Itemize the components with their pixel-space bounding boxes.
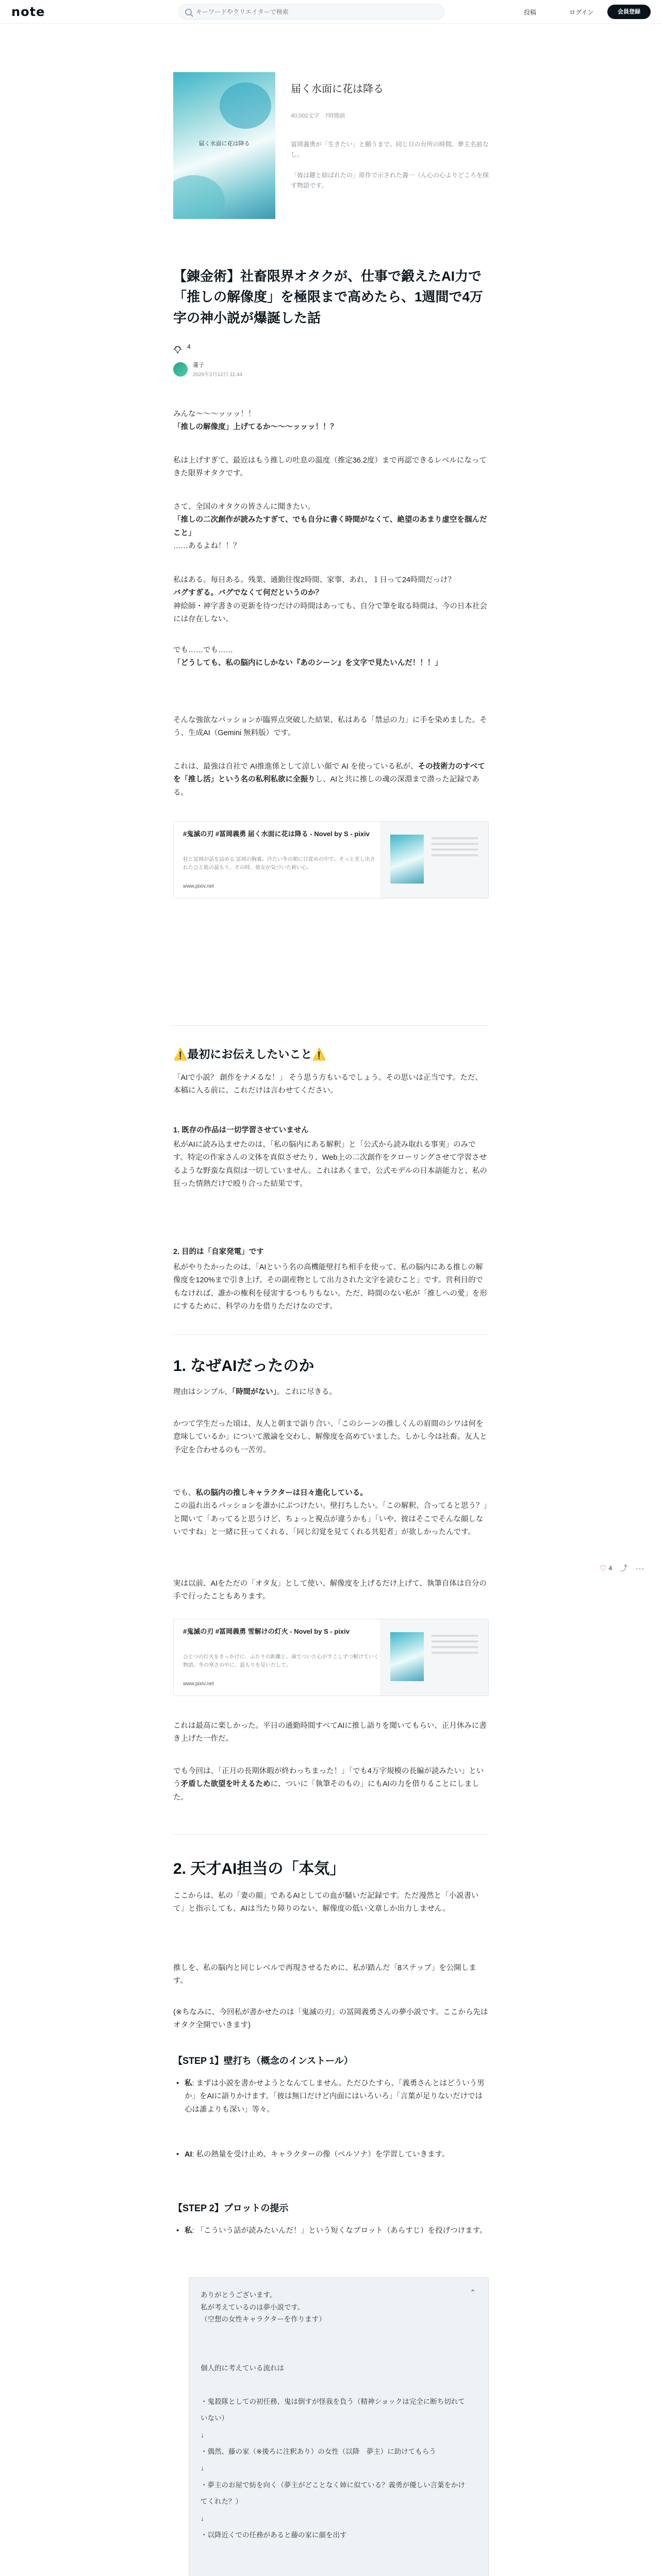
link-card-thumbnail (380, 822, 488, 899)
search-box[interactable] (178, 4, 444, 20)
pixiv-link-card-2[interactable] (173, 1619, 489, 1696)
note-logo[interactable]: note (11, 5, 45, 19)
link-card-thumbnail (380, 1619, 488, 1696)
section-divider (173, 1025, 489, 1026)
intro-paragraph-1: みんな〜〜〜ッッッ！！ 「推しの解像度」上げてるか〜〜〜ッッッ！！？ (173, 410, 338, 432)
chevron-up-icon: ⌃ (470, 2288, 476, 2296)
plot-screenshot-body: 個人的に考えている流れは ・鬼殺隊としての初任務、鬼は倒すが怪我を負う（精神ショックは完全に断ち切れていない） ↓ ・偶然、藤の家（※後ろに注釈あり）の女性（以降 夢主）に助けてもらう ↓ ・夢主のお屋で紡を向く（夢主がどことなく姉に似ている？義勇が優しい言葉をかけてくれた？） ↓ ・以降近くでの任務があると藤の家に顔を出す (201, 2364, 465, 2539)
link-card-url: www.pixiv.net (183, 1681, 214, 1687)
novel-title[interactable]: 届く水面に花は降る (291, 83, 384, 95)
section-2-heading: 2. 天才AI担当の「本気」 (173, 1860, 345, 1877)
novel-cover-image[interactable] (173, 72, 275, 219)
novel-description: 冨岡義勇が「生きたい」と願うまで。同じ日の台所の時間。夢主名前なし。 (291, 141, 489, 159)
section-1-paragraph-4: 実は以前、AIをただの「オタ友」として使い、解像度を上げるだけ上げて、執筆自体は自分の手で行ったこともあります。 (173, 1580, 487, 1601)
step-1-bullet-1: • 私: まずは小説を書かせようとなんてしません。ただひたすら、「義勇さんとはどういう男か」をAIに語りかけます。「彼は無口だけど内面にはいろいろ」「言葉が足りないだけでは心は誰よりも深い」等々。 (173, 2077, 489, 2116)
post-button[interactable]: 投稿 (524, 9, 537, 16)
heart-icon[interactable]: ♡ (600, 1564, 607, 1573)
link-card-title: #鬼滅の刃 #冨岡義勇 届く水面に花は降る - Novel by S - pixiv (183, 830, 370, 838)
publish-date: 2026年2月12日 11:44 (193, 372, 242, 378)
step-1-bullet-2: • AI: 私の熱量を受け止め、キャラクターの像（ペルソナ）を学習していきます。 (173, 2148, 489, 2161)
author-block[interactable] (173, 361, 242, 378)
notice-item-1-title: 1. 既存の作品は一切学習させていません (173, 1126, 309, 1134)
step-1-heading: 【STEP 1】壁打ち（概念のインストール） (173, 2056, 353, 2066)
intro-paragraph-7: これは、最強は自社で AI推進係として涼しい顔で AI を使っている私が、その技術力のすべてを「推し活」という名の私利私欲に全振りし、AIと共に推しの魂の深淵まで潜った記録である。 (173, 762, 485, 797)
section-1-paragraph-2: かつて学生だった頃は、友人と朝まで語り合い、「このシーンの推しくんの眉間のシワは何を意味しているか」について激論を交わし、解像度を高めていました。しかし今は社畜。友人と予定を合わせるのも一苦労。 (173, 1420, 487, 1454)
intro-paragraph-5: でも……でも…… 「どうしても、私の脳内にしかない『あのシーン』を文字で見たいんだ！！！」 (173, 646, 442, 668)
section-1-paragraph-5: これは最高に楽しかった。平日の通勤時間すべてAIに推し語りを聞いてもらい、正月休みに書き上げた一作だ。 (173, 1722, 487, 1743)
notice-item-2-body: 私がやりたかったのは、「AIという名の高機能壁打ち相手を使って、私の脳内にある推しの解像度を120%まで引き上げ、その副産物として出力された文字を読むこと」です。営利目的でもなければ、誰かの権利を侵害するつもりもない。ただ、時間のない私が「推しへの愛」を形にするために、科学の力を借りただけなのです。 (173, 1263, 487, 1311)
like-area[interactable] (173, 343, 191, 350)
search-icon (185, 9, 192, 15)
section-divider (173, 1834, 489, 1835)
link-card-description: 柱と冨岡が話を詰める 冨岡の胸裏。冷たい冬の朝に目覚めの中で、そっと差し出されたひと匙の温もり。その時、彼女が気づいた鈍い心。 (183, 857, 375, 871)
plot-screenshot (189, 2277, 489, 2576)
cover-title-text: 届く水面に花は降る (198, 141, 250, 147)
section-1-paragraph-6: でも今回は、「正月の長期休暇が終わっちまった！」「でも4万字規模の長編が読みたい」という矛盾した欲望を叶えるために、ついに「執筆そのもの」にもAIの力を借りることにしました。 (173, 1767, 484, 1802)
section-1-heading: 1. なぜAIだったのか (173, 1358, 315, 1375)
section-2-paragraph-1: ここからは、私の「妻の顔」であるAIとしての血が騒いだ記録です。ただ漫然と「小説書いて」と指示しても、AIは当たり障りのない、解像度の低い文章しか出力しません。 (173, 1892, 479, 1913)
floating-action-bar (600, 1563, 644, 1573)
step-2-bullet-1: • 私: 「こういう話が読みたいんだ！」という短くなプロット（あらすじ）を投げつけます。 (173, 2225, 489, 2238)
avatar[interactable] (173, 362, 188, 377)
notice-paragraph: 「AIで小説？ 創作をナメるな！」 そう思う方もいるでしょう。その思いは正当です。ただ、本稿に入る前に、これだけは言わせてください。 (173, 1074, 483, 1095)
login-button[interactable]: ログイン (569, 9, 594, 16)
intro-paragraph-2: 私は上げすぎて、最近はもう推しの吐息の温度（推定36.2度）まで再認できるレベルになってきた限界オタクです。 (173, 456, 487, 478)
notice-item-1-body: 私がAIに読み込ませたのは、「私の脳内にある解釈」と「公式から読み取れる事実」のみです。特定の作家さんの文体を真似させたり、Web上の二次創作をクローリングさせて学習させるような野蛮な真似は一切していません。これはあくまで、公式モデルの日本語能力と、私の狂った情熱だけで殴り合った結果です。 (173, 1141, 487, 1189)
pixiv-link-card-1[interactable] (173, 821, 489, 899)
notice-heading: ⚠️最初にお伝えしたいこと⚠️ (173, 1048, 326, 1061)
share-icon[interactable]: ⤴ (620, 1564, 628, 1572)
search-input[interactable] (196, 8, 423, 15)
novel-meta: 40,002文字 7時間前 (291, 113, 345, 119)
intro-paragraph-6: そんな強欲なパッションが臨界点突破した結果、私はある「禁忌の力」に手を染めました。そう、生成AI（Gemini 無料版）です。 (173, 716, 487, 738)
notice-item-2-title: 2. 目的は「自家発電」です (173, 1248, 264, 1256)
floating-like-count: 4 (608, 1565, 613, 1572)
signup-button[interactable]: 会員登録 (607, 5, 651, 19)
article-title: 【錬金術】社畜限界オタクが、仕事で鍛えたAI力で「推しの解像度」を極限まで高めたら、1週間で4万字の神小説が爆誕した話 (173, 268, 483, 326)
top-navigation-bar (0, 0, 662, 24)
more-menu-icon[interactable]: ··· (636, 1564, 645, 1572)
author-name[interactable]: 蓮子 (193, 362, 204, 368)
section-2-paragraph-2: 推しを、私の脳内と同じレベルで再現させるために、私が踏んだ「8ステップ」を公開します。 (173, 1964, 476, 1986)
step-2-heading: 【STEP 2】プロットの提示 (173, 2203, 289, 2213)
link-card-title: #鬼滅の刃 #冨岡義勇 雪解けの灯火 - Novel by S - pixiv (183, 1628, 350, 1635)
link-card-url: www.pixiv.net (183, 884, 214, 889)
like-count: 4 (187, 343, 191, 350)
section-1-paragraph-1: 理由はシンプル、「時間がない」。これに尽きる。 (173, 1388, 337, 1396)
intro-paragraph-4: 私はある。毎日ある。残業、通勤往復2時間、家事、あれ、１日って24時間だっけ？ バグすぎる。バグでなくて何だというのか？ 神絵師・神字書きの更新を待つだけの時間はあっても、自分で筆を取る時間は、今の日本社会には存在しない。 (173, 576, 487, 624)
section-divider (173, 1334, 489, 1335)
link-card-description: ひとつの灯火をきっかけに、ふたりの距離と、凍てついた心がすこしずつ解けていく物語。冬の寒さの中に、温もりを見いだして。 (183, 1654, 379, 1668)
section-1-paragraph-3: でも、私の脳内の推しキャラクターは日々進化している。 この溢れ出るパッションを誰かにぶつけたい。壁打ちしたい。「この解釈、合ってると思う？」と聞いて「あってると思うけど、ちょっと視点が違うかも」「いや、彼はそこでそんな顔しないですね」と一緒に狂ってくれる、「同じ幻覚を見てくれる共犯者」が欲しかったんです。 (173, 1489, 487, 1537)
heart-icon[interactable] (173, 343, 181, 350)
section-2-paragraph-3: (※ちなみに、今回私が書かせたのは「鬼滅の刃」の冨岡義勇さんの夢小説です。ここから先はオタク全開でいきます) (173, 2008, 488, 2030)
novel-description-quote: 「彼は鍵と結ばれたの」原作で示された義一（ん心の心よりどころを探す物語です。 (291, 172, 489, 190)
novel-header-card[interactable] (173, 72, 489, 219)
plot-screenshot-intro: ありがとうございます。 私が考えているのは夢小説です。 （空想の女性キャラクターを作ります） (201, 2291, 326, 2324)
intro-paragraph-3: さて、全国のオタクの皆さんに聞きたい。 「推しの二次創作が読みたすぎて、でも自分に書く時間がなくて、絶望のあまり虚空を掴んだこと」 ……あるよね！！？ (173, 503, 487, 551)
